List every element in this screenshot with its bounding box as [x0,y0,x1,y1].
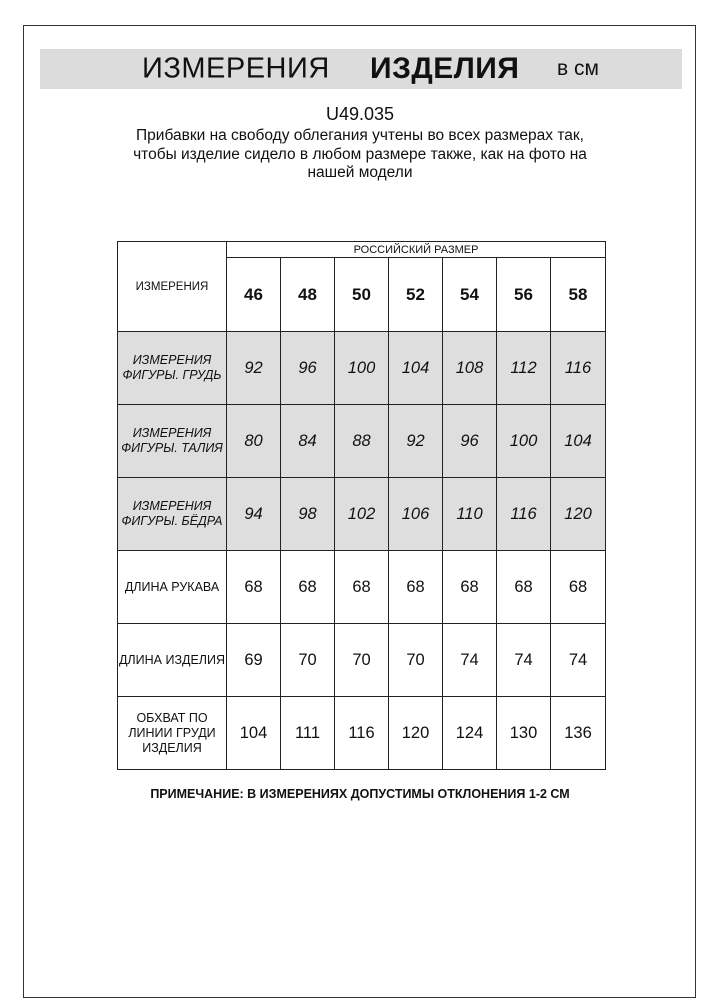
table-cell: 120 [389,697,443,770]
row-label [118,332,227,405]
table-cell: 80 [227,405,281,478]
table-cell: 104 [551,405,606,478]
table-row-chest [118,332,606,405]
row-label-line: ФИГУРЫ. ТАЛИЯ [121,441,223,455]
table-cell: 68 [227,551,281,624]
title-measurements: ИЗМЕРЕНИЯ [142,52,330,85]
table-row-garment-length [118,624,606,697]
table-cell: 136 [551,697,606,770]
table-cell: 88 [335,405,389,478]
table-cell: 69 [227,624,281,697]
table-cell: 68 [497,551,551,624]
table-row-waist [118,405,606,478]
table-cell: 68 [281,551,335,624]
table-cell: 74 [497,624,551,697]
row-label-line: ЛИНИИ ГРУДИ [128,725,216,740]
title-garment: ИЗДЕЛИЯ [370,52,520,85]
table-cell: 100 [497,405,551,478]
table-cell: 104 [389,332,443,405]
table-cell: 102 [335,478,389,551]
row-label [118,697,227,770]
size-header: 46 [227,258,281,332]
row-label [118,405,227,478]
table-cell: 68 [443,551,497,624]
fit-note-line: нашей модели [307,164,413,181]
product-code: U49.035 [325,104,395,124]
table-cell: 124 [443,697,497,770]
table-cell: 120 [551,478,606,551]
table-row-sleeve-length [118,551,606,624]
size-table [117,241,606,770]
row-label-line: ИЗМЕРЕНИЯ [132,426,212,440]
table-cell: 70 [281,624,335,697]
table-cell: 112 [497,332,551,405]
table-cell: 68 [389,551,443,624]
fit-note-line: чтобы изделие сидело в любом размере также, как на фото на [133,145,587,163]
row-label [118,551,227,624]
size-header: 56 [497,258,551,332]
table-cell: 96 [443,405,497,478]
tolerance-footnote: ПРИМЕЧАНИЕ: В ИЗМЕРЕНИЯХ ДОПУСТИМЫ ОТКЛОНЕНИЯ 1-2 СМ [150,787,570,801]
table-cell: 70 [335,624,389,697]
table-cell: 70 [389,624,443,697]
table-cell: 106 [389,478,443,551]
table-cell: 100 [335,332,389,405]
table-cell: 92 [389,405,443,478]
size-header: 58 [551,258,606,332]
size-header: 50 [335,258,389,332]
title-units: в см [557,57,599,80]
table-cell: 96 [281,332,335,405]
size-header: 48 [281,258,335,332]
table-cell: 108 [443,332,497,405]
table-cell: 98 [281,478,335,551]
row-label-line: ИЗМЕРЕНИЯ [132,499,212,513]
row-label-line: ИЗДЕЛИЯ [142,740,202,755]
table-cell: 84 [281,405,335,478]
table-cell: 111 [281,697,335,770]
row-label-line: ФИГУРЫ. ГРУДЬ [122,368,222,382]
row-label [118,624,227,697]
row-label-line: ИЗМЕРЕНИЯ [132,353,212,367]
table-cell: 68 [335,551,389,624]
table-cell: 92 [227,332,281,405]
table-label-header: ИЗМЕРЕНИЯ [118,242,227,332]
table-cell: 116 [335,697,389,770]
table-cell: 104 [227,697,281,770]
table-cell: 68 [551,551,606,624]
row-label-line: ФИГУРЫ. БЁДРА [121,514,223,528]
row-label-line: ОБХВАТ ПО [136,710,208,725]
table-row-chest-girth [118,697,606,770]
table-cell: 116 [551,332,606,405]
row-label [118,478,227,551]
size-group-header: РОССИЙСКИЙ РАЗМЕР [227,242,606,258]
table-cell: 74 [443,624,497,697]
size-header: 52 [389,258,443,332]
row-label-line: ДЛИНА РУКАВА [124,579,220,594]
fit-note [100,127,620,183]
row-label-line: ДЛИНА ИЗДЕЛИЯ [118,652,226,667]
table-cell: 94 [227,478,281,551]
size-header: 54 [443,258,497,332]
table-cell: 110 [443,478,497,551]
table-cell: 74 [551,624,606,697]
table-cell: 130 [497,697,551,770]
fit-note-line: Прибавки на свободу облегания учтены во всех размерах так, [136,127,584,144]
table-cell: 116 [497,478,551,551]
table-row-hips [118,478,606,551]
title-banner [40,49,682,89]
